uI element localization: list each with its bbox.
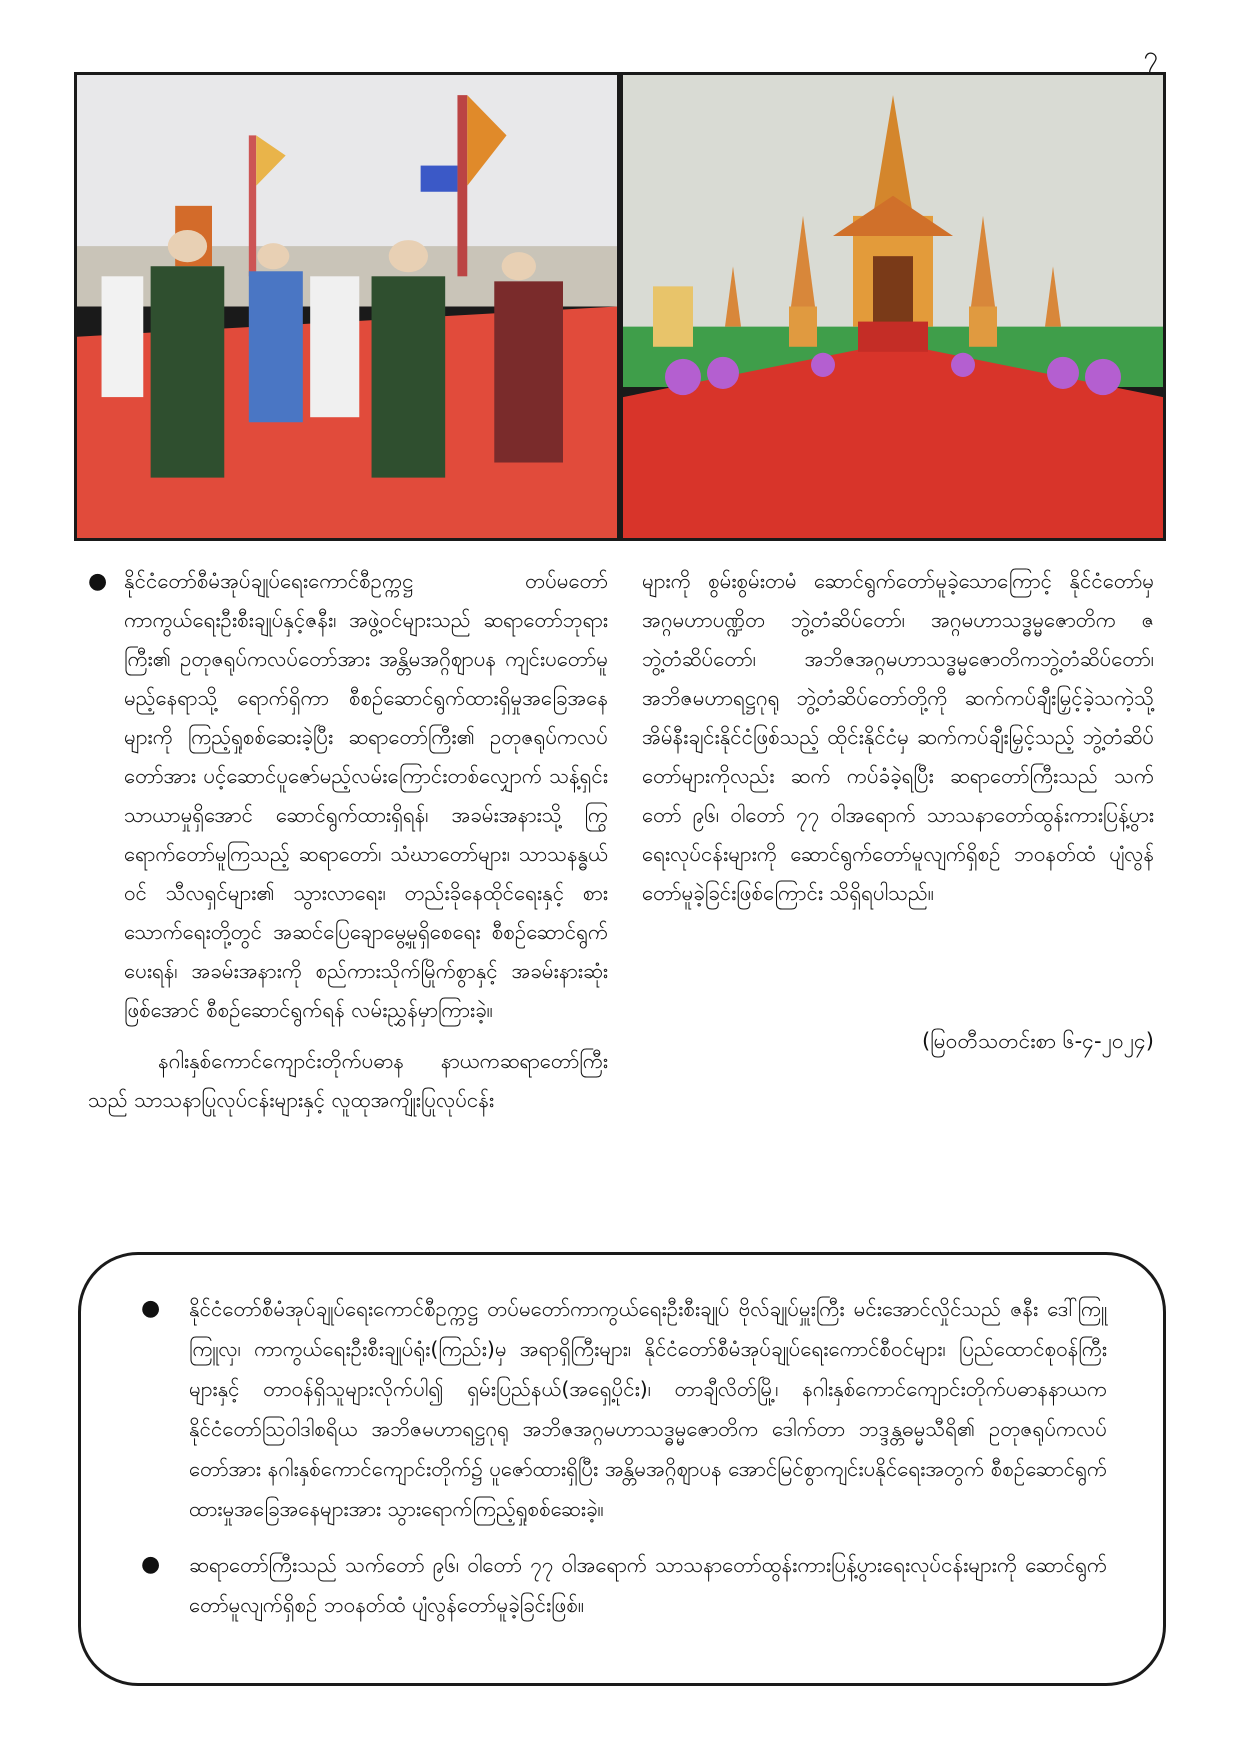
summary-box (78, 1252, 1166, 1686)
ceremony-walk-image (77, 75, 617, 538)
article-paragraph-start: နဂါးနှစ်ကောင်ကျောင်းတိုက်ပဓာန နာယကဆရာတော်ကြီးသည် သာသနာပြုလုပ်ငန်းများနှင့် လူထုအကျိုးပြုလုပ်ငန်း (88, 1049, 608, 1112)
bullet-icon: ● (141, 1552, 161, 1577)
article-bullet-text: နိုင်ငံတော်စီမံအုပ်ချုပ်ရေးကောင်စီဥက္ကဋ္ဌ တပ်မတော်ကာကွယ်ရေးဦးစီးချုပ်နှင့်ဇနီး၊ အဖွဲ့ဝင်များသည် ဆရာတော်ဘုရားကြီး၏ ဥတုဇရုပ်ကလပ်တော်အား အန္တိမအဂ္ဂိဈာပန ကျင်းပတော်မူမည့်နေရာသို့ ရောက်ရှိကာ စီစဉ်ဆောင်ရွက်ထားရှိမှုအခြေအနေများကို ကြည့်ရှုစစ်ဆေးခဲ့ပြီး ဆရာတော်ကြီး၏ ဥတုဇရုပ်ကလပ်တော်အား ပင့်ဆောင်ပူဇော်မည့်လမ်းကြောင်းတစ်လျှောက် သန့်ရှင်းသာယာမှုရှိအောင် ဆောင်ရွက်ထားရှိရန်၊ အခမ်းအနားသို့ ကြွရောက်တော်မူကြသည့် ဆရာတော်၊ သံဃာတော်များ၊ သာသနန္ဓယ်ဝင် သီလရှင်များ၏ သွားလာရေး၊ တည်းခိုနေထိုင်ရေးနှင့် စားသောက်ရေးတို့တွင် အဆင်ပြေချောမွေ့မှုရှိစေရေး စီစဉ်ဆောင်ရွက်ပေးရန်၊ အခမ်းအနားကို စည်ကားသိုက်မြိုက်စွာနှင့် အခမ်းနားဆုံးဖြစ်အောင် စီစဉ်ဆောင်ရွက်ရန် လမ်းညွှန်မှာကြားခဲ့။ (124, 569, 608, 1022)
bullet-icon: ● (88, 569, 108, 594)
pagoda-pavilion-image (623, 75, 1163, 538)
bullet-icon: ● (141, 1296, 161, 1321)
summary-item-text: ဆရာတော်ကြီးသည် သက်တော် ၉၆၊ ဝါတော် ၇၇ ဝါအရောက် သာသနာတော်ထွန်းကားပြန့်ပွားရေးလုပ်ငန်းများကို ဆောင်ရွက်တော်မူလျက်ရှိစဉ် ဘဝနတ်ထံ ပျံလွန်တော်မူခဲ့ခြင်းဖြစ်။ (189, 1553, 1107, 1617)
article-bullet-paragraph (88, 562, 608, 1030)
page-number: ၇ (1143, 41, 1158, 71)
summary-item (141, 1289, 1107, 1529)
source-citation: (မြဝတီသတင်းစာ ၆-၄-၂၀၂၄) (921, 1029, 1154, 1053)
article-left-column (88, 562, 608, 1120)
article-right-column (642, 562, 1154, 913)
article-paragraph-continued: များကို စွမ်းစွမ်းတမံ ဆောင်ရွက်တော်မူခဲ့သောကြောင့် နိုင်ငံတော်မှ အဂ္ဂမဟာပဏ္ဍိတ ဘွဲ့တံဆိပ်တော်၊ အဂ္ဂမဟာသဒ္ဓမ္မဇောတိက ဇဘွဲ့တံဆိပ်တော်၊ အဘိဇအဂ္ဂမဟာသဒ္ဓမ္မဇောတိကဘွဲ့တံဆိပ်တော်၊ အဘိဇမဟာရဋ္ဌဂုရု ဘွဲ့တံဆိပ်တော်တို့ကို ဆက်ကပ်ချီးမြှင့်ခဲ့သကဲ့သို့ အိမ်နီးချင်းနိုင်ငံဖြစ်သည့် ထိုင်းနိုင်ငံမှ ဆက်ကပ်ချီးမြှင့်သည့် ဘွဲ့တံဆိပ်တော်များကိုလည်း ဆက် ကပ်ခံခဲ့ရပြီး ဆရာတော်ကြီးသည် သက်တော် ၉၆၊ ဝါတော် ၇၇ ဝါအရောက် သာသနာတော်ထွန်းကားပြန့်ပွားရေးလုပ်ငန်းများကို ဆောင်ရွက်တော်မူလျက်ရှိစဉ် ဘဝနတ်ထံ ပျံလွန်တော်မူခဲ့ခြင်းဖြစ်ကြောင်း သိရှိရပါသည်။ (642, 569, 1154, 905)
summary-item-text: နိုင်ငံတော်စီမံအုပ်ချုပ်ရေးကောင်စီဥက္ကဋ္ဌ တပ်မတော်ကာကွယ်ရေးဦးစီးချုပ် ဗိုလ်ချုပ်မှူးကြီး မင်းအောင်လှိုင်သည် ဇနီး ဒေါ်ကြူကြူလှ၊ ကာကွယ်ရေးဦးစီးချုပ်ရုံး(ကြည်း)မှ အရာရှိကြီးများ၊ နိုင်ငံတော်စီမံအုပ်ချုပ်ရေးကောင်စီဝင်များ၊ ပြည်ထောင်စုဝန်ကြီးများနှင့် တာဝန်ရှိသူများလိုက်ပါ၍ ရှမ်းပြည်နယ်(အရှေ့ပိုင်း)၊ တာချီလိတ်မြို့၊ နဂါးနှစ်ကောင်ကျောင်းတိုက်ပဓာနနာယက နိုင်ငံတော်ဩဝါဒါစရိယ အဘိဇမဟာရဋ္ဌဂုရု အဘိဇအဂ္ဂမဟာသဒ္ဓမ္မဇောတိက ဒေါက်တာ ဘဒ္ဒန္တဓမ္မသီရိ၏ ဥတုဇရုပ်ကလပ်တော်အား နဂါးနှစ်ကောင်ကျောင်းတိုက်၌ ပူဇော်ထားရှိပြီး အန္တိမအဂ္ဂိဈာပန အောင်မြင်စွာကျင်းပနိုင်ရေးအတွက် စီစဉ်ဆောင်ရွက်ထားမှုအခြေအနေများအား သွားရောက်ကြည့်ရှုစစ်ဆေးခဲ့။ (189, 1297, 1107, 1521)
summary-item (141, 1545, 1107, 1625)
ceremony-walk-photo (77, 75, 617, 538)
pagoda-pavilion-photo (623, 75, 1163, 538)
photo-frame (74, 72, 1166, 541)
